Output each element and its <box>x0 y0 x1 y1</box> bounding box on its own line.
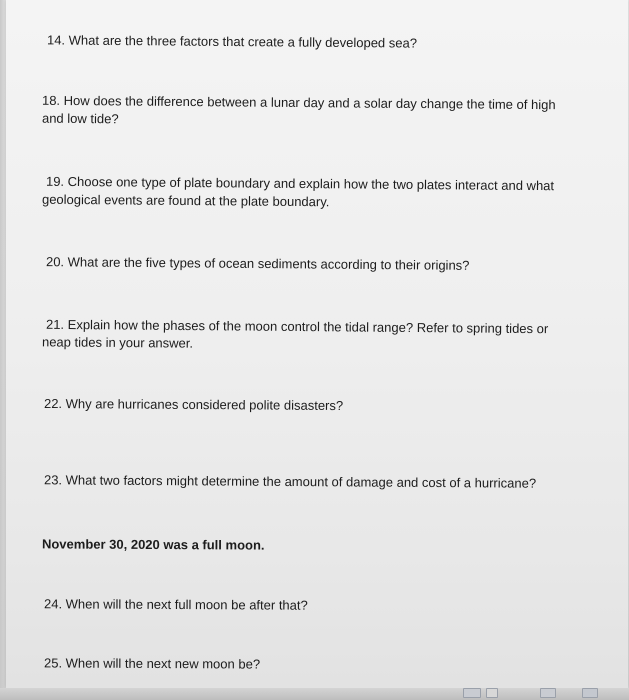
question-19-line-1: 19. Choose one type of plate boundary and explain how the two plates interact and what <box>45 173 555 194</box>
screen-bottom-edge <box>0 688 629 700</box>
taskbar-icon <box>582 688 598 698</box>
question-21-line-1: 21. Explain how the phases of the moon control the tidal range? Refer to spring tides or <box>45 316 549 337</box>
question-21-line-2: neap tides in your answer. <box>41 334 194 351</box>
taskbar-icon <box>486 688 498 698</box>
question-18-line-1: 18. How does the difference between a lunar day and a solar day change the time of high <box>41 92 556 113</box>
full-moon-note: November 30, 2020 was a full moon. <box>41 536 265 553</box>
taskbar-icon <box>463 688 481 698</box>
question-14: 14. What are the three factors that create a fully developed sea? <box>46 32 418 51</box>
question-20: 20. What are the five types of ocean sediments according to their origins? <box>45 254 470 273</box>
question-19-line-2: geological events are found at the plate boundary. <box>41 191 330 210</box>
question-23: 23. What two factors might determine the amount of damage and cost of a hurricane? <box>43 472 537 491</box>
question-18-line-2: and low tide? <box>41 110 119 127</box>
question-24: 24. When will the next full moon be after that? <box>43 596 308 613</box>
taskbar-icon <box>540 688 556 698</box>
question-25: 25. When will the next new moon be? <box>43 655 261 672</box>
question-22: 22. Why are hurricanes considered polite disasters? <box>43 395 344 414</box>
